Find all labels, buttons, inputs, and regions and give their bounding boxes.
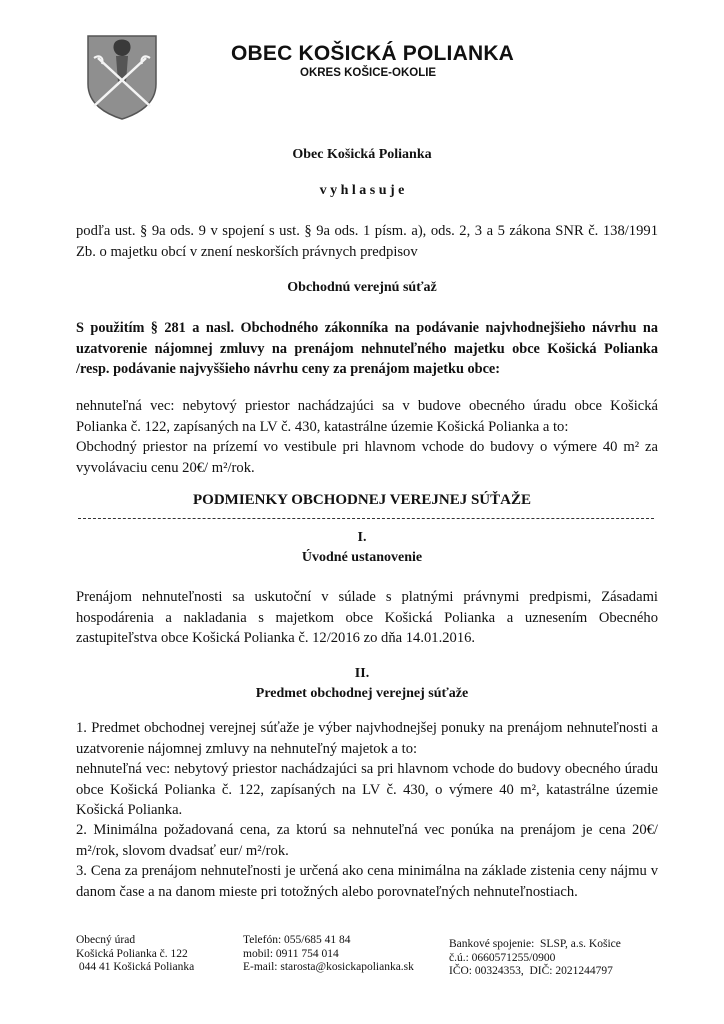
property-text: nehnuteľná vec: nebytový priestor nachádzajúci sa v budove obecného úradu obce Košická Polianka č. 122, zapísaných na LV č. 430, katastrálne územie Košická Polianka a to: bbox=[76, 398, 658, 435]
footer-email: E-mail: starosta@kosickapolianka.sk bbox=[243, 961, 414, 973]
section-2-number: II. bbox=[354, 666, 370, 681]
section-2-item-1: 1. Predmet obchodnej verejnej súťaže je výber najvhodnejšej ponuky na prenájom nehnuteľnosti a uzatvorenie nájomnej zmluvy na nehnuteľný majetok a to: bbox=[76, 720, 658, 757]
coat-of-arms-icon bbox=[86, 34, 158, 120]
footer-address-line: Košická Polianka č. 122 bbox=[76, 947, 188, 960]
section-2-item-1-detail: nehnuteľná vec: nebytový priestor nachádzajúci sa pri hlavnom vchode do budovy obecného úradu obce Košická Polianka č. 122, zapísaných na LV č. 430, o výmere 40 m², katastrálne územie Košická Polianka. bbox=[76, 761, 658, 818]
footer-contact bbox=[243, 934, 414, 975]
section-2-item-2: 2. Minimálna požadovaná cena, za ktorú sa nehnuteľná vec ponúka na prenájom je cena 20€/ m²/rok, slovom dvadsať eur/ m²/rok. bbox=[76, 822, 658, 859]
competition-title: Obchodnú verejnú súťaž bbox=[287, 280, 437, 295]
footer-ids: IČO: 00324353, DIČ: 2021244797 bbox=[449, 965, 613, 977]
section-1-title: Úvodné ustanovenie bbox=[301, 550, 423, 565]
footer-phone: Telefón: 055/685 41 84 bbox=[243, 934, 351, 946]
footer-address-line: 044 41 Košická Polianka bbox=[76, 961, 195, 973]
footer-bank bbox=[449, 938, 621, 979]
dashed-divider bbox=[78, 518, 654, 519]
organization-district: OKRES KOŠICE-OKOLIE bbox=[300, 67, 437, 79]
conditions-title: PODMIENKY OBCHODNEJ VEREJNEJ SÚŤAŽE bbox=[193, 492, 531, 508]
declares-heading: v y h l a s u j e bbox=[319, 183, 405, 198]
purpose-text: S použitím § 281 a nasl. Obchodného zákonníka na podávanie najvhodnejšieho návrhu na uzatvorenie nájomnej zmluvy na prenájom nehnuteľného majetku obce Košická Polianka /resp. podávanie najvyššieho návrhu ceny za prenájom majetku obce: bbox=[76, 320, 658, 377]
footer-address-line: Obecný úrad bbox=[76, 934, 136, 946]
footer-address bbox=[76, 934, 194, 975]
section-1-number: I. bbox=[357, 530, 367, 545]
space-text: Obchodný priestor na prízemí vo vestibule pri hlavnom vchode do budovy o výmere 40 m² za vyvolávaciu cenu 20€/ m²/rok. bbox=[76, 439, 658, 476]
footer-bank-line: Bankové spojenie: SLSP, a.s. Košice bbox=[449, 938, 621, 950]
issuer-heading: Obec Košická Polianka bbox=[292, 147, 432, 162]
section-2-title: Predmet obchodnej verejnej súťaže bbox=[255, 686, 469, 701]
legal-basis-text: podľa ust. § 9a ods. 9 v spojení s ust. § 9a ods. 1 písm. a), ods. 2, 3 a 5 zákona SNR č. 138/1991 Zb. o majetku obcí v znení neskorších právnych predpisov bbox=[76, 223, 658, 260]
organization-name: OBEC KOŠICKÁ POLIANKA bbox=[231, 42, 515, 65]
footer-mobile: mobil: 0911 754 014 bbox=[243, 947, 339, 960]
footer-account: č.ú.: 0660571255/0900 bbox=[449, 951, 556, 964]
section-1-text: Prenájom nehnuteľnosti sa uskutoční v súlade s platnými právnymi predpismi, Zásadami hospodárenia a nakladania s majetkom obce Košická Polianka a uznesením Obecného zastupiteľstva obce Košická Polianka č. 12/2016 zo dňa 14.01.2016. bbox=[76, 589, 658, 646]
section-2-item-3: 3. Cena za prenájom nehnuteľnosti je určená ako cena minimálna na základe zistenia ceny nájmu v danom čase a na danom mieste pri totožných alebo porovnateľných nehnuteľnostiach. bbox=[76, 863, 658, 900]
